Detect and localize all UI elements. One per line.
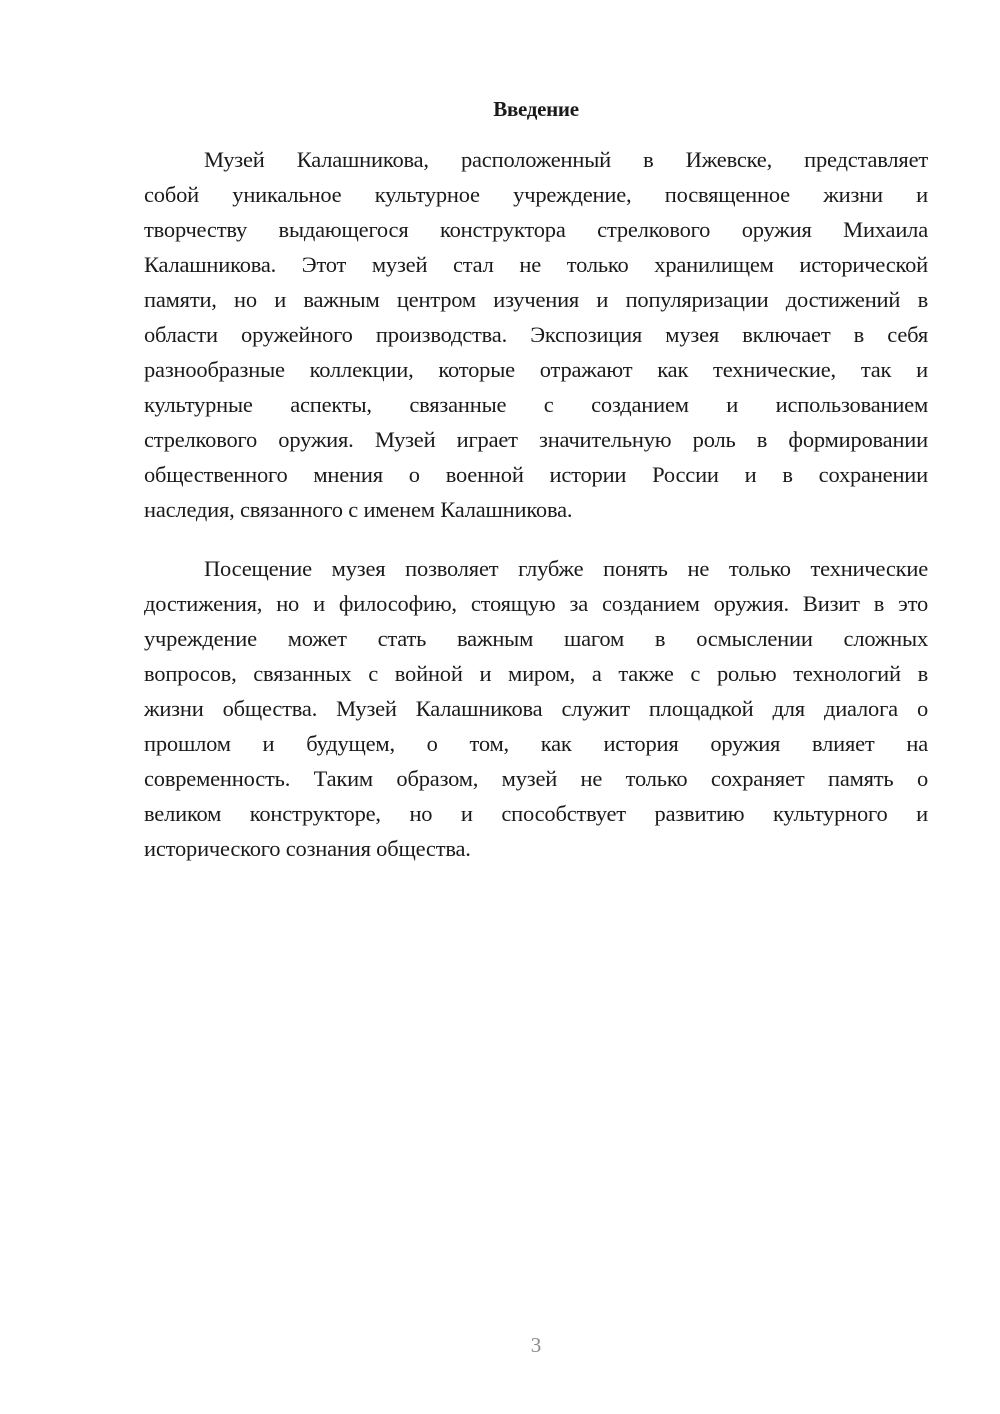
text-line: прошлом и будущем, о том, как история оружия влияет на <box>144 731 928 756</box>
text-line: собой уникальное культурное учреждение, посвященное жизни и <box>144 182 928 207</box>
text-line: современность. Таким образом, музей не только сохраняет память о <box>144 766 928 791</box>
paragraph-2 <box>144 551 928 866</box>
paragraph-1 <box>144 142 928 527</box>
text-line: вопросов, связанных с войной и миром, а также с ролью технологий в <box>144 661 928 686</box>
text-line: культурные аспекты, связанные с созданием и использованием <box>144 392 928 417</box>
text-line: памяти, но и важным центром изучения и популяризации достижений в <box>144 287 928 312</box>
text-line: достижения, но и философию, стоящую за созданием оружия. Визит в это <box>144 591 928 616</box>
text-line: области оружейного производства. Экспозиция музея включает в себя <box>144 322 928 347</box>
text-line: жизни общества. Музей Калашникова служит площадкой для диалога о <box>144 696 928 721</box>
text-line: стрелкового оружия. Музей играет значительную роль в формировании <box>144 427 928 452</box>
text-line: учреждение может стать важным шагом в осмыслении сложных <box>144 626 928 651</box>
text-line: исторического сознания общества. <box>144 836 471 861</box>
text-line: общественного мнения о военной истории России и в сохранении <box>144 462 928 487</box>
text-line: наследия, связанного с именем Калашникова. <box>144 497 573 522</box>
text-line: разнообразные коллекции, которые отражают как технические, так и <box>144 357 928 382</box>
text-line: великом конструкторе, но и способствует развитию культурного и <box>144 801 928 826</box>
text-line: творчеству выдающегося конструктора стрелкового оружия Михаила <box>144 217 928 242</box>
text-line: Калашникова. Этот музей стал не только хранилищем исторической <box>144 252 928 277</box>
page-number: 3 <box>530 1333 542 1357</box>
section-title: Введение <box>493 97 579 121</box>
text-line: Посещение музея позволяет глубже понять не только технические <box>204 556 928 581</box>
text-line: Музей Калашникова, расположенный в Ижевске, представляет <box>204 147 928 172</box>
